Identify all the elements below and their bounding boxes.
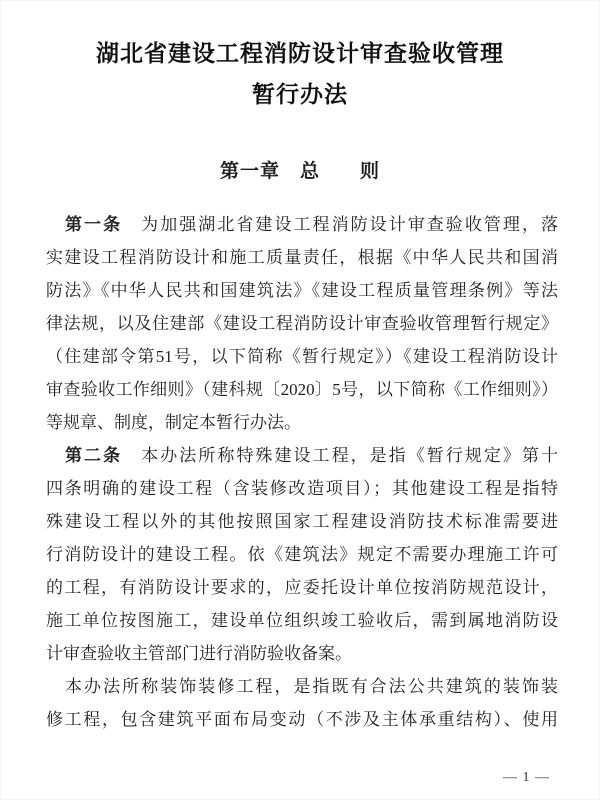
- text-line: 计审查验收主管部门进行消防验收备案。: [46, 644, 352, 663]
- text-line: 四条明确的建设工程（含装修改造项目）；其他建设工程是指特: [46, 479, 558, 498]
- text-line: （住建部令第51号，以下简称《暂行规定》）《建设工程消防设计: [46, 347, 558, 366]
- article-1-lines: [46, 241, 558, 406]
- text-line: 殊建设工程以外的其他按照国家工程建设消防技术标准需要进: [46, 512, 558, 531]
- document-title-line-1: 湖北省建设工程消防设计审查验收管理: [96, 41, 504, 66]
- article-2-first-line-text: 本办法所称特殊建设工程，是指《暂行规定》第十: [122, 446, 559, 465]
- document-title: [0, 33, 600, 115]
- page-number: — 1 —: [503, 770, 550, 785]
- article-1-number: 第一条: [65, 215, 123, 234]
- text-line: 律法规，以及住建部《建设工程消防设计审查验收管理暂行规定》: [46, 314, 558, 333]
- text-line: 行消防设计的建设工程。依《建筑法》规定不需要办理施工许可: [46, 545, 558, 564]
- article-2-lines: [46, 472, 558, 637]
- article-2-number: 第二条: [65, 446, 123, 465]
- text-line: 实建设工程消防设计和施工质量责任，根据《中华人民共和国消: [46, 248, 558, 267]
- text-line: 防法》《中华人民共和国建筑法》《建设工程质量管理条例》等法: [46, 281, 558, 300]
- article-2-paragraph: [46, 439, 558, 670]
- document-body: [46, 208, 558, 736]
- chapter-heading: 第一章 总 则: [219, 161, 380, 182]
- text-line: [46, 439, 558, 472]
- text-line: 审查验收工作细则》（建科规〔2020〕5号，以下简称《工作细则》）: [46, 380, 558, 399]
- text-line: 的工程，有消防设计要求的，应委托设计单位按消防规范设计，: [46, 578, 558, 597]
- text-line: 本办法所称装饰装修工程，是指既有合法公共建筑的装饰装: [65, 677, 558, 696]
- paragraph-3-lines: [46, 703, 558, 736]
- text-line: 修工程，包含建筑平面布局变动（不涉及主体承重结构）、使用: [46, 710, 558, 729]
- document-title-line-2: 暂行办法: [252, 82, 348, 107]
- text-line: 等规章、制度，制定本暂行办法。: [46, 413, 301, 432]
- text-line: [46, 208, 558, 241]
- article-1-first-line-text: 为加强湖北省建设工程消防设计审查验收管理，落: [122, 215, 559, 234]
- paragraph-3: [46, 670, 558, 736]
- article-1-paragraph: [46, 208, 558, 439]
- text-line: 施工单位按图施工，建设单位组织竣工验收后，需到属地消防设: [46, 611, 558, 630]
